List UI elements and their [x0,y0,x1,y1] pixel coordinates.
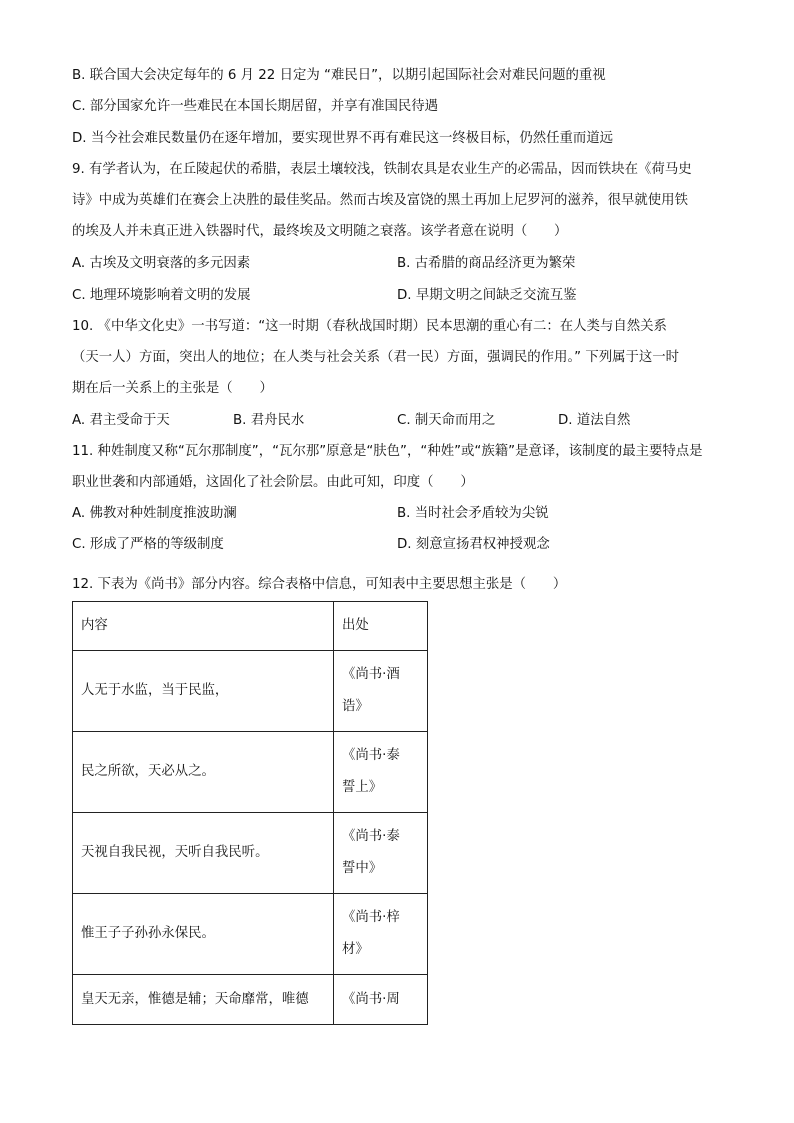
source-line: 誓上》 [342,780,383,795]
table-cell-content: 皇天无亲，惟德是辅；天命靡常，唯德 [73,975,334,1025]
q9-stem-line-3: 的埃及人并未真正进入铁器时代，最终埃及文明随之衰落。该学者意在说明（ ） [72,224,568,239]
q10-option-c: C. 制天命而用之 [397,413,496,428]
table-cell-source [334,651,428,732]
source-line: 《尚书·周 [342,991,400,1007]
q10-stem-line-1: 10. 《中华文化史》一书写道：“这一时期（春秋战国时期）民本思潮的重心有二：在人类与自然关系 [72,319,667,334]
table-header-source: 出处 [334,602,428,651]
q10-option-d: D. 道法自然 [558,413,631,428]
source-line: 诰》 [342,699,369,714]
table-row [73,894,428,975]
q10-option-a: A. 君主受命于天 [72,413,170,428]
source-line: 《尚书·梓 [342,910,400,925]
prev-option-b: B. 联合国大会决定每年的 6 月 22 日定为 “难民日”，以期引起国际社会对难民问题的重视 [72,68,606,83]
q9-stem-line-2: 诗》中成为英雄们在赛会上决胜的最佳奖品。然而古埃及富饶的黑土再加上尼罗河的滋养，很早就使用铁 [72,193,688,208]
source-line: 誓中》 [342,861,383,876]
table-cell-content: 人无于水监，当于民监， [73,651,334,732]
q11-stem-line-1: 11. 种姓制度又称“瓦尔那制度”，“瓦尔那”原意是“肤色”，“种姓”或“族籍”是意译，该制度的最主要特点是 [72,444,703,459]
table-cell-content: 天视自我民视，天听自我民听。 [73,813,334,894]
table-cell-content: 惟王子子孙孙永保民。 [73,894,334,975]
q9-option-b: B. 古希腊的商品经济更为繁荣 [397,256,576,271]
prev-option-d: D. 当今社会难民数量仍在逐年增加，要实现世界不再有难民这一终极目标，仍然任重而道远 [72,131,614,146]
table-row [73,813,428,894]
table-cell-source [334,732,428,813]
q9-option-c: C. 地理环境影响着文明的发展 [72,288,251,303]
q10-stem-line-3: 期在后一关系上的主张是（ ） [72,381,273,396]
table-cell-source [334,894,428,975]
q11-option-b: B. 当时社会矛盾较为尖锐 [397,506,549,521]
q11-option-c: C. 形成了严格的等级制度 [72,537,224,552]
table-cell-source [334,975,428,1025]
source-line: 《尚书·酒 [342,667,400,682]
prev-option-c: C. 部分国家允许一些难民在本国长期居留，并享有准国民待遇 [72,99,439,114]
source-line: 《尚书·泰 [342,748,400,763]
q9-option-a: A. 古埃及文明衰落的多元因素 [72,256,251,271]
q11-option-d: D. 刻意宣扬君权神授观念 [397,537,550,552]
q10-option-b: B. 君舟民水 [233,413,305,428]
shangshu-table [72,601,428,1025]
q11-option-a: A. 佛教对种姓制度推波助澜 [72,506,237,521]
table-header-content: 内容 [73,602,334,651]
table-cell-source [334,813,428,894]
q11-stem-line-2: 职业世袭和内部通婚，这固化了社会阶层。由此可知，印度（ ） [72,475,474,490]
table-row [73,975,428,1025]
q10-stem-line-2: （天一人）方面，突出人的地位；在人类与社会关系（君一民）方面，强调民的作用。” 下列属于这一时 [72,350,680,365]
table-cell-content: 民之所欲，天必从之。 [73,732,334,813]
q9-stem-line-1: 9. 有学者认为，在丘陵起伏的希腊，表层土壤较浅，铁制农具是农业生产的必需品，因而铁块在《荷马史 [72,162,692,177]
table-row [73,732,428,813]
source-line: 《尚书·泰 [342,829,400,844]
source-line: 材》 [342,942,369,957]
q9-option-d: D. 早期文明之间缺乏交流互鉴 [397,288,577,303]
table-row [73,651,428,732]
table-header-row [73,602,428,651]
q12-stem: 12. 下表为《尚书》部分内容。综合表格中信息，可知表中主要思想主张是（ ） [72,577,567,592]
